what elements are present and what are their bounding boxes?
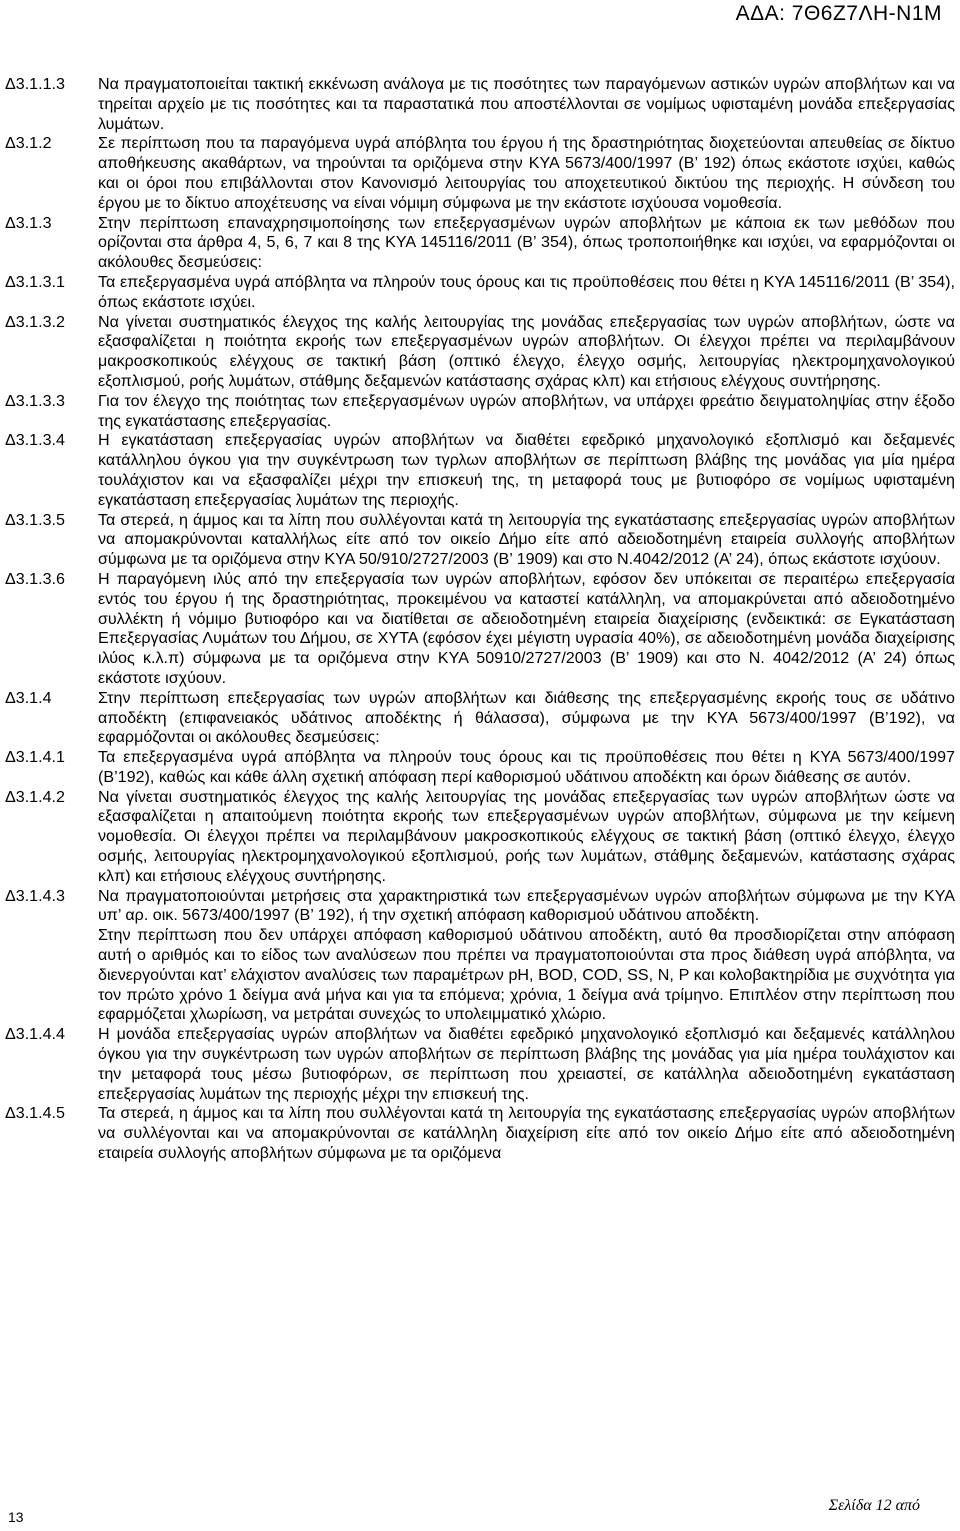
clause-number: Δ3.1.4.4 [5,1025,65,1044]
clause-number [5,926,98,1025]
clause-number: Δ3.1.4 [5,688,52,707]
clause-text: Η εγκατάσταση επεξεργασίας υγρών αποβλήτων να διαθέτει εφεδρικό μηχανολογικό εξοπλισμό και δεξαμενές κατάλληλου όγκου για την συγκέντρωση των τγρλων αποβλήτων σε περίπτωση βλάβης της μονάδας για μία ημέρα τουλάχιστον και να εξασφαλίζει μέχρι την επισκευή της, τη μεταφορά τους με βυτιοφόρο σε νομίμως υφισταμένη εγκατάσταση επεξεργασίας λυμάτων της περιοχής. [98,431,955,509]
clause-text: Τα επεξεργασμένα υγρά απόβλητα να πληρούν τους όρους και τις προϋποθέσεις που θέτει η ΚΥΑ 145116/2011 (Β’ 354), όπως εκάστοτε ισχύει. [98,272,955,311]
page-footer: Σελίδα 12 από [828,1497,920,1514]
clause-item [5,926,955,1025]
clause-number: Δ3.1.3 [5,213,52,232]
clause-text: Τα στερεά, η άμμος και τα λίπη που συλλέγονται κατά τη λειτουργία της εγκατάστασης επεξεργασίας υγρών αποβλήτων να απομακρύνονται καταλλήλως είτε από τον οικείο Δήμο είτε από αδειοδοτημένη εταιρεία συλλογής αποβλήτων σύμφωνα με τα οριζόμενα στην ΚΥΑ 50/910/2727/2003 (Β’ 1909) και στο Ν.4042/2012 (Α’ 24), όπως εκάστοτε ισχύουν. [98,510,955,569]
clause-text: Να πραγματοποιείται τακτική εκκένωση ανάλογα με τις ποσότητες των παραγόμενων αστικών υγρών αποβλήτων και να τηρείται αρχείο με τις ποσότητες και τα παραστατικά που αποστέλλονται σε νομίμως υφισταμένη μονάδα επεξεργασίας λυμάτων. [98,75,955,133]
clause-item [5,788,955,887]
clause-item [5,689,955,748]
clause-text: Τα στερεά, η άμμος και τα λίπη που συλλέγονται κατά τη λειτουργία της εγκατάστασης επεξεργασίας υγρών αποβλήτων να συλλέγονται και να απομακρύνονται σε κατάλληλη διαχείριση είτε από τον οικείο Δήμο είτε από αδειοδοτημένη εταιρεία συλλογής αποβλήτων σύμφωνα με τα οριζόμενα [98,1104,955,1163]
clause-number: Δ3.1.4.5 [5,1104,65,1123]
clause-text: Η παραγόμενη ιλύς από την επεξεργασία των υγρών αποβλήτων, εφόσον δεν υπόκειται σε περαιτέρω επεξεργασία εντός του έργου ή της δραστηριότητας, προκειμένου να καταστεί κατάλληλη, να απομακρύνεται από αδειοδοτημένο συλλέκτη ή νόμιμο βυτιοφόρο και να διατίθεται σε αδειοδοτημένη εταιρεία διαχείρισης (ενδεικτικά: σε Εγκατάσταση Επεξεργασίας Λυμάτων του Δήμου, σε ΧΥΤΑ (εφόσον έχει μέγιστη υγρασία 40%), σε αδειοδοτημένη μονάδα διαχείρισης ιλύος κ.λ.π) σύμφωνα με τα οριζόμενα στην ΚΥΑ 50910/2727/2003 (Β’ 1909) και στο Ν. 4042/2012 (Α’ 24) όπως εκάστοτε ισχύουν. [98,569,955,687]
clause-number: Δ3.1.2 [5,134,52,153]
ada-code: ΑΔΑ: 7Θ6Ζ7ΛΗ-Ν1Μ [735,2,942,25]
clause-text: Να γίνεται συστηματικός έλεγχος της καλής λειτουργίας της μονάδας επεξεργασίας των υγρών αποβλήτων ώστε να εξασφαλίζεται η απαιτούμενη ποιότητα εκροής των επεξεργασμένων υγρών αποβλήτων, σύμφωνα με την κείμενη νομοθεσία. Οι έλεγχοι πρέπει να περιλαμβάνουν μακροσκοπικούς ελέγχους σε τακτική βάση (οπτικό έλεγχο, έλεγχο οσμής, λειτουργίας ηλεκτρομηχανολογικού εξοπλισμού, ροής των λυμάτων, στάθμης δεξαμενών, κατάστασης σχάρας κλπ) και ετήσιους ελέγχους συντήρησης. [98,787,955,885]
clause-item [5,392,955,432]
clause-item [5,748,955,788]
clause-number: Δ3.1.3.2 [5,312,65,331]
clause-item [5,75,955,134]
clause-item [5,214,955,273]
clause-number: Δ3.1.4.1 [5,748,65,767]
clause-text: Στην περίπτωση που δεν υπάρχει απόφαση καθορισμού υδάτινου αποδέκτη, αυτό θα προσδιορίζεται στην απόφαση αυτή ο αριθμός και το είδος των αναλύσεων που πρέπει να πραγματοποιούνται στα προς διάθεση υγρά απόβλητα, να διενεργούνται κατ’ ελάχιστον αναλύσεις των παραμέτρων pH, BOD, COD, SS, N, P και κολοβακτηρίδια με συχνότητα για τον πρώτο χρόνο 1 δείγμα ανά μήνα και για τα επόμενα; χρόνια, 1 δείγμα ανά τρίμηνο. Επιπλέον στην περίπτωση που εφαρμόζεται χλωρίωση, να μετράται συνεχώς το υπολειμματικό χλώριο. [98,926,955,1024]
clause-text: Η μονάδα επεξεργασίας υγρών αποβλήτων να διαθέτει εφεδρικό μηχανολογικό εξοπλισμό και δεξαμενές κατάλληλου όγκου για την συγκέντρωση των υγρών αποβλήτων σε περίπτωση βλάβης της μονάδας για μία ημέρα τουλάχιστον και την μεταφορά τους μέσω βυτιοφόρων, σε περίπτωση που χρειαστεί, σε κατάλληλα αδειοδοτημένη εγκατάσταση επεξεργασίας λυμάτων της περιοχής μέχρι την επισκευή της. [98,1025,955,1103]
clause-number: Δ3.1.3.4 [5,431,65,450]
clause-text: Τα επεξεργασμένα υγρά απόβλητα να πληρούν τους όρους και τις προϋποθέσεις που θέτει η ΚΥΑ 5673/400/1997 (Β’192), καθώς και κάθε άλλη σχετική απόφαση περί καθορισμού υδάτινου αποδέκτη και όρων διάθεσης σε αυτόν. [98,748,955,786]
clause-item [5,570,955,689]
clause-number: Δ3.1.3.3 [5,391,65,410]
clause-item [5,1025,955,1104]
clause-item [5,313,955,392]
clause-text: Στην περίπτωση επεξεργασίας των υγρών αποβλήτων και διάθεσης της επεξεργασμένης εκροής τους σε υδάτινο αποδέκτη (επιφανειακός υδάτινος αποδέκτης ή θάλασσα), σύμφωνα με την ΚΥΑ 5673/400/1997 (Β’192), να εφαρμόζονται οι ακόλουθες δεσμεύσεις: [98,688,955,747]
clause-item [5,134,955,213]
clause-text: Για τον έλεγχο της ποιότητας των επεξεργασμένων υγρών αποβλήτων, να υπάρχει φρεάτιο δειγματοληψίας στην έξοδο της εγκατάστασης επεξεργασίας. [98,391,955,430]
clause-item [5,511,955,570]
clause-item [5,1104,955,1163]
clause-text: Σε περίπτωση που τα παραγόμενα υγρά απόβλητα του έργου ή της δραστηριότητας διοχετεύονται απευθείας σε δίκτυο αποθήκευσης ακαθάρτων, να τηρούνται τα οριζόμενα στην ΚΥΑ 5673/400/1997 (Β’ 192) όπως εκάστοτε ισχύει, καθώς και οι όροι που επιβάλλονται στον Κανονισμό λειτουργίας του αποχετευτικού δικτύου της περιοχής. Η σύνδεση του έργου με το δίκτυο αποχέτευσης να είναι νόμιμη σύμφωνα με την εκάστοτε ισχύουσα νομοθεσία. [98,134,955,212]
clause-text: Να πραγματοποιούνται μετρήσεις στα χαρακτηριστικά των επεξεργασμένων υγρών αποβλήτων σύμφωνα με την ΚΥΑ υπ’ αρ. οικ. 5673/400/1997 (Β’ 192), ή την σχετική απόφαση καθορισμού υδάτινου αποδέκτη. [98,886,955,925]
clause-item [5,273,955,313]
clause-number: Δ3.1.3.5 [5,510,65,529]
document-body [5,75,955,1164]
clause-number: Δ3.1.3.6 [5,569,65,588]
clause-number: Δ3.1.4.3 [5,886,65,905]
clause-text: Στην περίπτωση επαναχρησιμοποίησης των επεξεργασμένων υγρών αποβλήτων με κάποια εκ των μεθόδων που ορίζονται στα άρθρα 4, 5, 6, 7 και 8 της ΚΥΑ 145116/2011 (Β’ 354), όπως τροποποιήθηκε και ισχύει, να εφαρμόζονται οι ακόλουθες δεσμεύσεις: [98,213,955,272]
page-number: 13 [8,1509,24,1525]
clause-item [5,431,955,510]
clause-number: Δ3.1.1.3 [5,75,65,93]
clause-text: Να γίνεται συστηματικός έλεγχος της καλής λειτουργίας της μονάδας επεξεργασίας των υγρών αποβλήτων, ώστε να εξασφαλίζεται η ποιότητα εκροής των επεξεργασμένων υγρών αποβλήτων. Οι έλεγχοι πρέπει να περιλαμβάνουν μακροσκοπικούς ελέγχους σε τακτική βάση (οπτικό έλεγχο, έλεγχο οσμής, λειτουργίας ηλεκτρομηχανολογικού εξοπλισμού, ροής λυμάτων, στάθμης δεξαμενών κατάστασης σχάρας κλπ) και ετήσιους ελέγχους συντήρησης. [98,312,955,390]
clause-item [5,887,955,927]
clause-number: Δ3.1.3.1 [5,272,65,291]
clause-number: Δ3.1.4.2 [5,787,65,806]
